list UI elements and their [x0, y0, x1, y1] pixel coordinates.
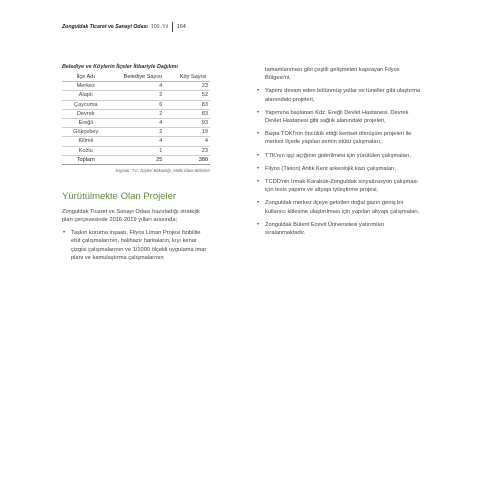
- list-item-text: TCDD'nin Irmak-Karabük-Zonguldak sinyalizasyon çalışması için tesis yapımı ve altyapı iyileştirme projesi,: [265, 179, 418, 194]
- list-item-text: TTK'nın işçi açığının giderilmesi için yürütülen çalışmaları,: [265, 152, 411, 159]
- column-header-district: İlçe Adı: [62, 73, 110, 82]
- table-row: [62, 137, 210, 146]
- cell-villages: 23: [176, 82, 210, 91]
- cell-municipalities: 4: [110, 82, 177, 91]
- bullet-icon: •: [257, 221, 260, 228]
- bullet-icon: •: [257, 131, 260, 138]
- cell-district: Ereğli: [62, 118, 110, 127]
- total-municipalities: 25: [110, 155, 177, 164]
- cell-villages: 52: [176, 91, 210, 100]
- cell-municipalities: 6: [110, 100, 177, 109]
- bullet-icon: •: [63, 230, 66, 237]
- table-title: Belediye ve Köylerin İlçeler İtibariyle Dağılımı: [62, 64, 178, 70]
- list-item-text: Yapımına başlanan Kdz. Ereğli Devlet Hastanesi, Devrek Devlet Hastanesi gibi sağlık alanındaki projeleri,: [265, 109, 409, 125]
- continued-text: tamamlanması gibi çeşitli gelişmeleri kapsayan Filyos Bölgesi'ni,: [265, 67, 400, 82]
- list-item: [256, 130, 424, 146]
- list-item-text: Zonguldak Bülent Ecevit Üniversitesi yatırımları sıralanmaktadır.: [265, 221, 385, 237]
- cell-villages: 19: [176, 128, 210, 137]
- right-bullet-list: [256, 87, 424, 237]
- cell-villages: 83: [176, 109, 210, 118]
- list-item-text: Zonguldak merkez ilçeye getirilen doğal gazın geniş bir kullanıcı kitlesine ulaştırılması için yapılan altyapı çalışmaları,: [265, 200, 420, 215]
- table-row: [62, 91, 210, 100]
- cell-district: Kozlu: [62, 146, 110, 155]
- list-item: [256, 87, 424, 103]
- left-bullet-list: [62, 229, 210, 262]
- cell-district: Devrek: [62, 109, 110, 118]
- list-item: [256, 199, 424, 215]
- left-column: [62, 64, 210, 265]
- cell-district: Gökçebey: [62, 128, 110, 137]
- list-item-text: Taşkın koruma inşaatı, Filyos Liman Projesi fizibilite etüt çalışmalarının, halihazır haritaların, kıyı kenar çizgisi çalışmalarının ve 1/1000 ölçekli uygulama imar planı ve kamulaştırma çalışmalarının: [71, 230, 207, 261]
- list-item: [62, 229, 210, 262]
- page-number: 164: [177, 24, 186, 30]
- cell-municipalities: 4: [110, 137, 177, 146]
- list-item: [256, 178, 424, 194]
- table-row: [62, 118, 210, 127]
- cell-district: Çaycuma: [62, 100, 110, 109]
- header-anniversary: 100. Yıl: [150, 24, 169, 30]
- table-row: [62, 146, 210, 155]
- bullet-icon: •: [257, 109, 260, 116]
- header-divider: [172, 22, 173, 32]
- total-label: Toplam: [62, 155, 110, 164]
- cell-municipalities: 4: [110, 118, 177, 127]
- list-item: [256, 165, 424, 173]
- cell-villages: 23: [176, 146, 210, 155]
- cell-district: Alaplı: [62, 91, 110, 100]
- municipality-table: [62, 73, 210, 165]
- section-heading: Yürütülmekte Olan Projeler: [62, 190, 177, 202]
- cell-villages: 4: [176, 137, 210, 146]
- bullet-icon: •: [257, 152, 260, 159]
- table-row: [62, 100, 210, 109]
- cell-district: Kilimli: [62, 137, 110, 146]
- section-intro: Zonguldak Ticaret ve Sanayi Odası hazırladığı stratejik plan çerçevesinde 2016-2019 yılları arasında;: [62, 208, 200, 224]
- table-row: [62, 109, 210, 118]
- cell-municipalities: 2: [110, 128, 177, 137]
- bullet-icon: •: [257, 179, 260, 186]
- right-column: [256, 66, 424, 242]
- column-header-municipalities: Belediye Sayısı: [110, 73, 177, 82]
- table-header-row: [62, 73, 210, 82]
- bullet-icon: •: [257, 165, 260, 172]
- cell-municipalities: 1: [110, 146, 177, 155]
- bullet-icon: •: [257, 88, 260, 95]
- list-item: [256, 221, 424, 237]
- cell-villages: 83: [176, 100, 210, 109]
- cell-district: Merkez: [62, 82, 110, 91]
- list-item-text: Başta TOKİ'nin öncülük ettiği kentsel dönüşüm projeleri ile merkez ilçede yapılan zemin etütü çalışmaları,: [265, 131, 412, 146]
- header-title: Zonguldak Ticaret ve Sanayi Odası: [62, 24, 148, 30]
- total-villages: 380: [176, 155, 210, 164]
- column-header-villages: Köy Sayısı: [176, 73, 210, 82]
- table-row: [62, 128, 210, 137]
- cell-villages: 93: [176, 118, 210, 127]
- running-header: [62, 22, 186, 32]
- cell-municipalities: 2: [110, 109, 177, 118]
- table-source: Kaynak: T.C. İçişleri Bakanlığı, Mülki İdare Birimleri: [115, 167, 210, 173]
- bullet-icon: •: [257, 200, 260, 207]
- cell-municipalities: 2: [110, 91, 177, 100]
- table-row: [62, 82, 210, 91]
- table-total-row: [62, 155, 210, 164]
- list-item: [256, 109, 424, 125]
- list-item: [256, 152, 424, 160]
- list-item-text: Filyos (Tieion) Antik Kent arkeolojik kazı çalışmaları,: [265, 165, 396, 172]
- list-item-text: Yapımı devam eden bölünmüş yollar ve tüneller gibi ulaştırma alanındaki projeleri,: [265, 88, 421, 103]
